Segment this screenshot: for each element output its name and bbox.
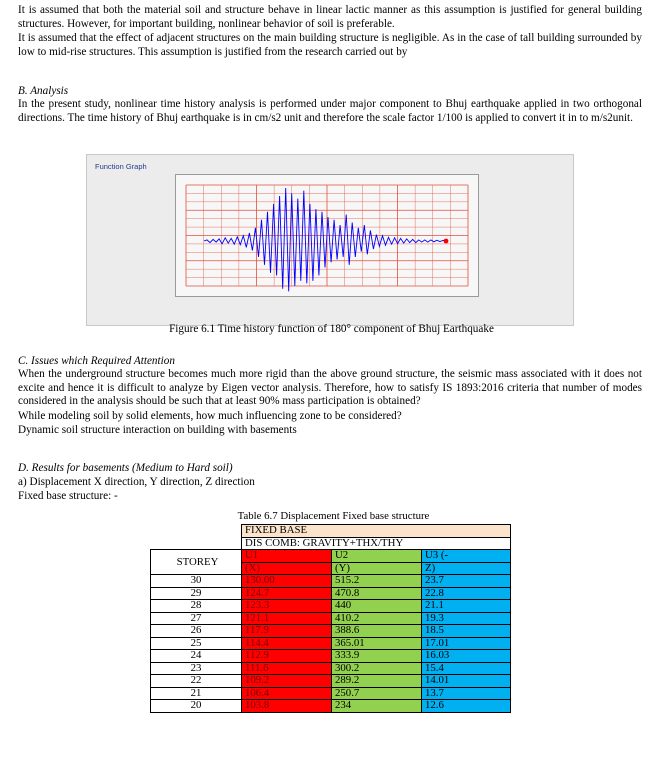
u3-value-cell: 12.6: [422, 700, 511, 713]
table-row: [151, 687, 511, 700]
intro-paragraph-2: It is assumed that the effect of adjacent structures on the main building structure is negligible. As in the case of tall building surrounded by low to mid-rise structures. This assumption is justified from the research carried out by: [18, 32, 642, 58]
u1-value-cell: 112.9: [242, 650, 332, 663]
u1-axis-label: (X): [242, 562, 332, 575]
header-blank-cell: [151, 537, 242, 550]
issues-heading: C. Issues which Required Attention: [18, 355, 175, 367]
u2-axis-label: (Y): [332, 562, 422, 575]
results-line-b: Fixed base structure: -: [18, 490, 118, 502]
u2-value-cell: 440: [332, 600, 422, 613]
u3-value-cell: 23.7: [422, 575, 511, 588]
table-row: [151, 587, 511, 600]
storey-cell: 23: [151, 662, 242, 675]
displacement-table: [150, 524, 511, 713]
u3-header: U3 (-: [422, 550, 511, 563]
function-graph-title: Function Graph: [95, 162, 147, 171]
u3-axis-label: Z): [422, 562, 511, 575]
fixed-base-header: FIXED BASE: [242, 525, 511, 538]
issues-line-soil-zone: While modeling soil by solid elements, how much influencing zone to be considered?: [18, 410, 402, 422]
intro-paragraph-1: It is assumed that both the material soil and structure behave in linear lactic manner as this assumption is justified for general building structures. However, for important building, nonlinear behavior of soil is preferable.: [18, 4, 642, 30]
u1-value-cell: 106.4: [242, 687, 332, 700]
figure-caption: Figure 6.1 Time history function of 180° component of Bhuj Earthquake: [169, 323, 494, 335]
time-history-series-line: [204, 188, 446, 291]
u2-value-cell: 515.2: [332, 575, 422, 588]
table-row: [151, 637, 511, 650]
u3-value-cell: 13.7: [422, 687, 511, 700]
u2-value-cell: 365.01: [332, 637, 422, 650]
table-header-row: [151, 537, 511, 550]
storey-cell: 24: [151, 650, 242, 663]
table-row: [151, 675, 511, 688]
storey-cell: 25: [151, 637, 242, 650]
table-caption: Table 6.7 Displacement Fixed base structure: [237, 510, 430, 522]
u1-value-cell: 103.8: [242, 700, 332, 713]
u1-value-cell: 111.6: [242, 662, 332, 675]
storey-cell: 28: [151, 600, 242, 613]
issues-paragraph: When the underground structure becomes much more rigid than the above ground structure, the seismic mass associated with it does not excite and hence it is difficult to analyze by Eigen vector analysis. Therefore, how to satisfy IS 1893:2016 criteria that number of modes considered in the analysis should be such that at least 90% mass participation is obtained?: [18, 368, 642, 408]
u1-value-cell: 124.7: [242, 587, 332, 600]
u3-value-cell: 21.1: [422, 600, 511, 613]
storey-cell: 26: [151, 625, 242, 638]
u3-value-cell: 19.3: [422, 612, 511, 625]
u2-value-cell: 289.2: [332, 675, 422, 688]
u2-value-cell: 250.7: [332, 687, 422, 700]
u1-value-cell: 130.00: [242, 575, 332, 588]
u3-value-cell: 15.4: [422, 662, 511, 675]
u1-header: U1: [242, 550, 332, 563]
results-line-a: a) Displacement X direction, Y direction, Z direction: [18, 476, 255, 488]
u3-value-cell: 22.8: [422, 587, 511, 600]
storey-cell: 29: [151, 587, 242, 600]
u3-value-cell: 14.01: [422, 675, 511, 688]
table-row: [151, 600, 511, 613]
table-header-row: [151, 550, 511, 563]
u2-value-cell: 388.6: [332, 625, 422, 638]
storey-cell: 20: [151, 700, 242, 713]
u3-value-cell: 18.5: [422, 625, 511, 638]
issues-line-dssi: Dynamic soil structure interaction on building with basements: [18, 424, 297, 436]
u3-value-cell: 17.01: [422, 637, 511, 650]
combo-header: DIS COMB: GRAVITY+THX/THY: [242, 537, 511, 550]
u3-value-cell: 16.03: [422, 650, 511, 663]
plot-frame: [175, 174, 479, 297]
analysis-heading: B. Analysis: [18, 85, 69, 97]
u1-value-cell: 123.3: [242, 600, 332, 613]
u2-value-cell: 470.8: [332, 587, 422, 600]
storey-header: STOREY: [151, 550, 242, 575]
storey-cell: 22: [151, 675, 242, 688]
storey-cell: 21: [151, 687, 242, 700]
u2-value-cell: 300.2: [332, 662, 422, 675]
table-row: [151, 700, 511, 713]
u2-value-cell: 410.2: [332, 612, 422, 625]
table-row: [151, 650, 511, 663]
table-row: [151, 575, 511, 588]
results-heading: D. Results for basements (Medium to Hard soil): [18, 462, 233, 474]
u2-value-cell: 234: [332, 700, 422, 713]
analysis-paragraph: In the present study, nonlinear time history analysis is performed under major component to Bhuj earthquake applied in two orthogonal directions. The time history of Bhuj earthquake is in cm/s2 unit and therefore the scale factor 1/100 is applied to convert it in to m/s2unit.: [18, 98, 642, 124]
table-row: [151, 625, 511, 638]
u1-value-cell: 121.1: [242, 612, 332, 625]
table-header-row: [151, 525, 511, 538]
u2-header: U2: [332, 550, 422, 563]
table-row: [151, 662, 511, 675]
u1-value-cell: 109.2: [242, 675, 332, 688]
storey-cell: 30: [151, 575, 242, 588]
function-graph-panel: [86, 154, 574, 326]
storey-cell: 27: [151, 612, 242, 625]
u2-value-cell: 333.9: [332, 650, 422, 663]
u1-value-cell: 114.4: [242, 637, 332, 650]
header-blank-cell: [151, 525, 242, 538]
u1-value-cell: 117.9: [242, 625, 332, 638]
table-row: [151, 612, 511, 625]
series-end-marker: [444, 239, 449, 244]
time-history-chart: [176, 175, 478, 296]
